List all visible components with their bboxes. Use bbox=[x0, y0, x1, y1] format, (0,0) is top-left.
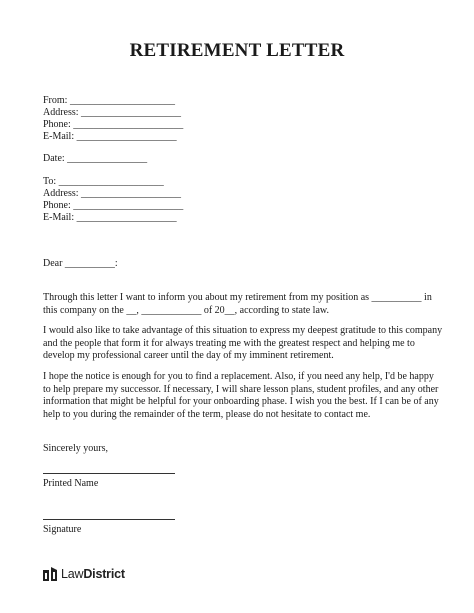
recipient-email-field: E-Mail: ____________________ bbox=[43, 212, 177, 223]
salutation: Dear __________: bbox=[43, 258, 118, 269]
body-paragraph-1: Through this letter I want to inform you about my retirement from my position as __________ in this company on the __, ____________ of 20__, according to state law. bbox=[43, 292, 432, 316]
recipient-to-field: To: _____________________ bbox=[43, 176, 164, 187]
date-field: Date: ________________ bbox=[43, 153, 148, 164]
printed-name-line bbox=[43, 473, 175, 474]
lawdistrict-logo bbox=[42, 566, 125, 582]
lawdistrict-logo-icon bbox=[42, 566, 58, 582]
recipient-phone-field: Phone: ______________________ bbox=[43, 200, 184, 211]
body-paragraph-3: I hope the notice is enough for you to find a replacement. Also, if you need any help, I'd be happy to help prepare my successor. If necessary, I will share lesson plans, student profiles, and any other information that might be helpful for your onboarding phase. I wish you the best. If I can be of any help to you during the remainder of the term, please do not hesitate to contact me. bbox=[43, 371, 439, 420]
printed-name-label: Printed Name bbox=[43, 478, 99, 489]
logo-wordmark bbox=[61, 567, 125, 581]
document-title: RETIREMENT LETTER bbox=[129, 40, 345, 61]
logo-brand-light: Law bbox=[61, 567, 84, 581]
signature-label: Signature bbox=[43, 524, 82, 535]
closing: Sincerely yours, bbox=[43, 443, 108, 454]
sender-phone-field: Phone: ______________________ bbox=[43, 119, 184, 130]
body-paragraph-2: I would also like to take advantage of this situation to express my deepest gratitude to this company and the people that form it for always treating me with the greatest respect and helping me to develop my professional career until the day of my imminent retirement. bbox=[43, 325, 443, 361]
recipient-address-field: Address: ____________________ bbox=[43, 188, 182, 199]
sender-address-field: Address: ____________________ bbox=[43, 107, 182, 118]
logo-brand-bold: District bbox=[83, 567, 125, 581]
signature-line bbox=[43, 519, 175, 520]
sender-email-field: E-Mail: ____________________ bbox=[43, 131, 177, 142]
sender-from-field: From: _____________________ bbox=[43, 95, 175, 106]
